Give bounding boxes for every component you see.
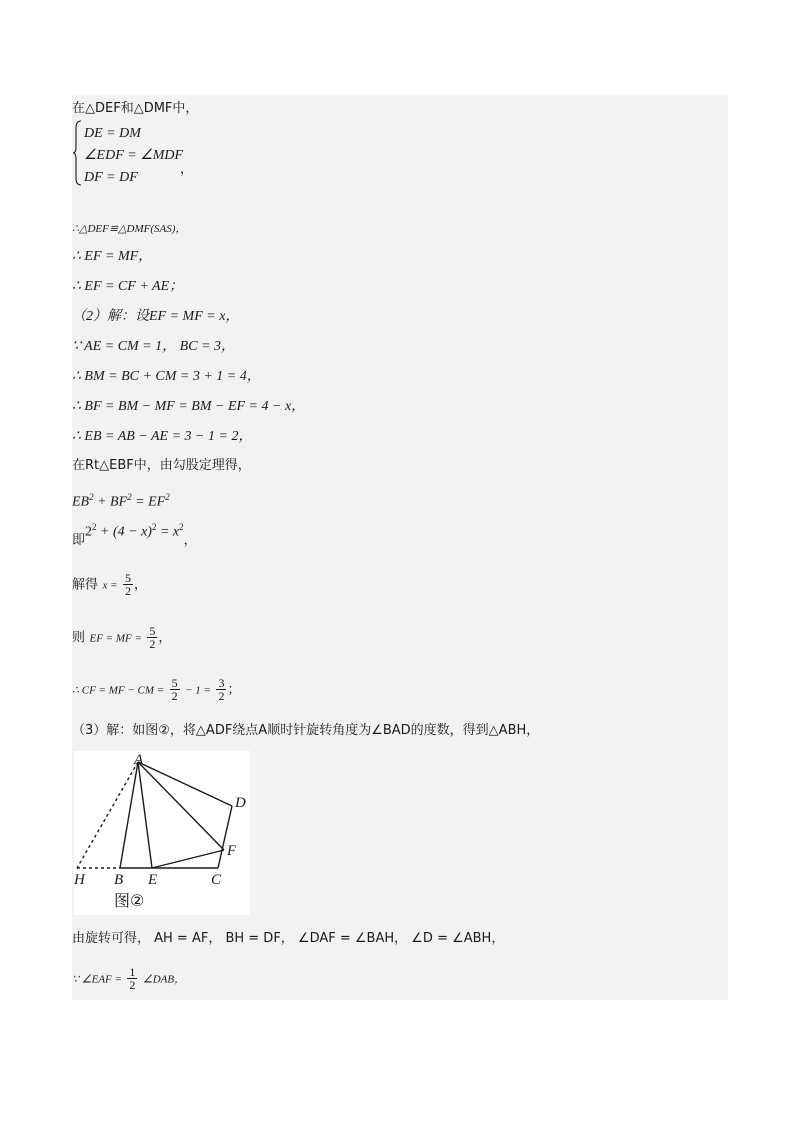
segment-DA xyxy=(138,762,232,806)
eq-term: EF = MF = xyxy=(89,632,142,645)
text-line-18 xyxy=(72,966,185,991)
fraction-denominator: 2 xyxy=(149,637,156,651)
eq-term: = x xyxy=(156,524,180,540)
text-line-14 xyxy=(72,625,171,650)
text-line-11 xyxy=(72,488,170,512)
text-suffix: ， xyxy=(133,577,147,593)
system-eq-1: DE = DM xyxy=(84,126,141,141)
eq-term: + BF xyxy=(93,494,128,510)
eq-term: − 1 = xyxy=(185,684,211,697)
diagram-caption: 图② xyxy=(114,891,145,910)
text-line-9: ∴ EB = AB − AE = 3 − 1 = 2， xyxy=(72,429,253,444)
eq-exponent: 2 xyxy=(89,492,94,502)
fraction xyxy=(123,572,133,597)
segment-EF xyxy=(152,850,224,868)
eq-exponent: 2 xyxy=(127,492,132,502)
label-H: H xyxy=(74,872,85,888)
text-line-13 xyxy=(72,572,147,597)
text-suffix: ， xyxy=(183,532,197,548)
eq-term: ∠DAB， xyxy=(142,973,186,986)
eq-term: = EF xyxy=(131,494,166,510)
eq-exponent: 2 xyxy=(165,492,170,502)
text-line-6: ∵ AE = CM = 1， BC = 3， xyxy=(72,339,235,354)
fraction-denominator: 2 xyxy=(171,689,178,703)
fraction xyxy=(170,677,180,702)
text-line-3: ∴ EF = MF， xyxy=(72,249,153,264)
fraction-denominator: 2 xyxy=(218,689,225,703)
text-line-8: ∴ BF = BM − MF = BM − EF = 4 − x， xyxy=(72,399,306,414)
brace-icon xyxy=(72,120,82,186)
text-line-7: ∴ BM = BC + CM = 3 + 1 = 4， xyxy=(72,369,261,384)
fraction-numerator: 3 xyxy=(218,676,225,690)
text-line-2: ∴△DEF≌△DMF(SAS)， xyxy=(72,223,187,235)
fraction-numerator: 1 xyxy=(129,965,136,979)
fraction-denominator: 2 xyxy=(124,584,131,598)
text-suffix: ， xyxy=(158,630,172,646)
segment-AE xyxy=(138,762,152,868)
fraction-numerator: 5 xyxy=(124,571,131,585)
system-eq-2: ∠EDF = ∠MDF xyxy=(84,148,184,163)
text-prefix: 则 xyxy=(72,630,86,646)
eq-exponent: 2 xyxy=(151,522,157,532)
text-line-16: （3）解：如图②，将△ADF绕点A顺时针旋转角度为∠BAD的度数，得到△ABH， xyxy=(72,723,540,738)
text-line-17: 由旋转可得， AH = AF， BH = DF， ∠DAF = ∠BAH， ∠D = ∠ABH， xyxy=(72,931,505,946)
eq-term: x = xyxy=(102,579,118,592)
label-E: E xyxy=(148,872,158,888)
fraction xyxy=(216,677,226,702)
fraction-denominator: 2 xyxy=(129,978,136,992)
label-C: C xyxy=(211,872,222,888)
eq-term: EB xyxy=(72,494,90,510)
system-eq-3: DF = DF xyxy=(84,170,138,185)
text-line-1: 在△DEF和△DMF中， xyxy=(72,101,199,116)
text-suffix: ； xyxy=(227,682,241,698)
eq-exponent: 2 xyxy=(179,522,184,532)
eq-term: ∴ CF = MF − CM = xyxy=(72,684,165,697)
geometry-diagram xyxy=(74,751,250,915)
text-line-4: ∴ EF = CF + AE； xyxy=(72,279,184,294)
eq-term: ∵ ∠EAF = xyxy=(72,973,122,986)
system-comma: ， xyxy=(180,162,194,177)
solution-content xyxy=(72,95,728,1000)
label-F: F xyxy=(227,843,237,859)
fraction xyxy=(147,625,157,650)
text-prefix: 解得 xyxy=(72,577,99,593)
text-line-10: 在Rt△EBF中，由勾股定理得， xyxy=(72,458,251,473)
text-line-15 xyxy=(72,677,240,702)
label-D: D xyxy=(235,795,246,811)
eq-term: 2 xyxy=(85,524,93,540)
fraction-numerator: 5 xyxy=(149,624,156,638)
label-A: A xyxy=(134,752,144,768)
label-B: B xyxy=(114,872,124,888)
text-prefix: 即 xyxy=(72,532,86,548)
segment-AF xyxy=(138,762,224,850)
text-line-5: （2）解：设EF = MF = x， xyxy=(72,309,240,324)
fraction-numerator: 5 xyxy=(171,676,178,690)
text-line-12 xyxy=(72,518,197,548)
eq-term: + (4 − x) xyxy=(96,524,152,540)
fraction xyxy=(127,966,137,991)
eq-exponent: 2 xyxy=(92,522,97,532)
